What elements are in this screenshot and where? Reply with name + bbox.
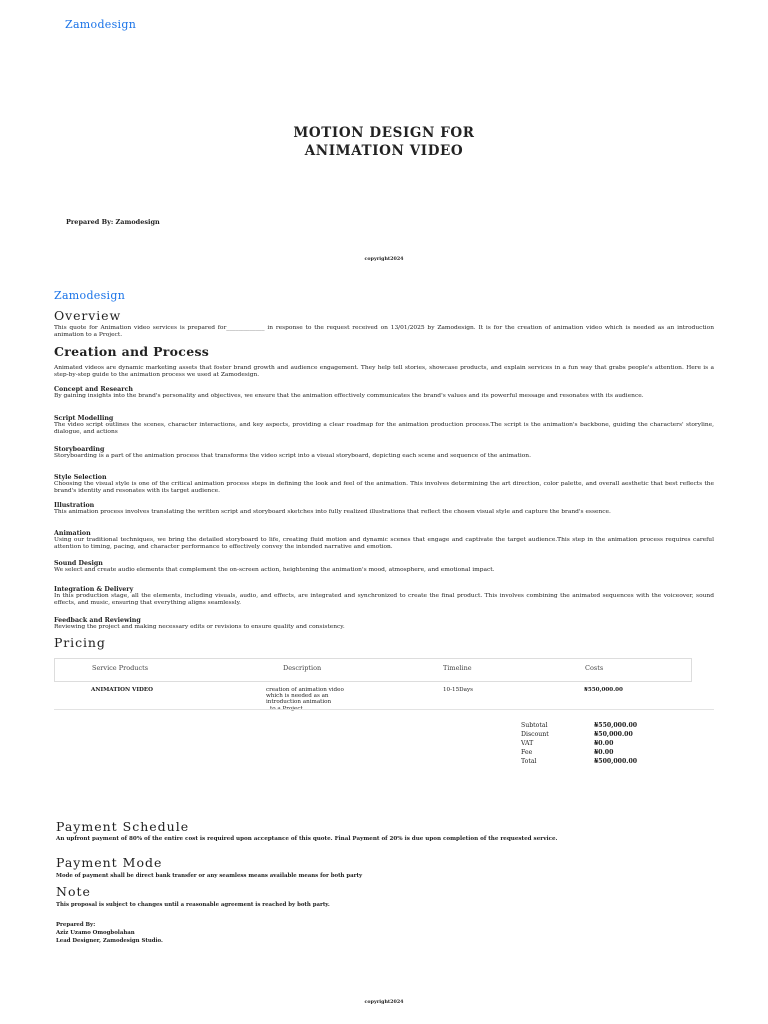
step-title: Illustration [54,502,95,509]
step-title: Storyboarding [54,446,105,453]
signature-name: Aziz Uzamo Omogbolahan [56,930,135,936]
creation-heading: Creation and Process [54,344,210,359]
document-title [0,124,768,160]
payment-schedule-section [56,819,714,843]
title-line-1: MOTION DESIGN FOR [293,125,475,141]
signature-block [56,921,356,945]
step-text: We select and create audio elements that complement the on-screen action, heightening the animation's mood, atmosphere, and emotional impact. [54,567,495,573]
note-heading: Note [56,884,91,899]
prepared-by: Prepared By: Zamodesign [66,218,160,226]
creation-section [54,344,714,378]
step-title: Sound Design [54,560,103,567]
payment-mode-text: Mode of payment shall be direct bank transfer or any seamless means available means for both party [56,873,363,879]
step-illustration [54,502,714,516]
note-text: This proposal is subject to changes until a reasonable agreement is reached by both party. [56,902,330,908]
payment-schedule-heading: Payment Schedule [56,819,190,834]
overview-text: This quote for Animation video services is prepared for_____________ in response to the request received on 13/01/2025 by Zamodesign. It is for the creation of animation video which is needed as an introduction animation to a Project. [54,325,714,338]
total-value: ₦500,000.00 [594,758,638,765]
totals-labels [521,721,549,766]
step-feedback [54,617,714,631]
totals-values [594,721,637,766]
step-title: Feedback and Reviewing [54,617,141,624]
row-timeline: 10-15Days [443,687,473,693]
header-timeline: Timeline [443,664,472,672]
fee-label: Fee [521,749,533,756]
step-style [54,474,714,494]
step-concept [54,386,714,400]
step-text: Reviewing the project and making necessary edits or revisions to ensure quality and consistency. [54,624,345,630]
step-title: Script Modelling [54,415,114,422]
header-description: Description [283,664,322,672]
step-text: This animation process involves translating the written script and storyboard sketches into fully realized illustrations that reflect the chosen visual style and capture the brand's essence. [54,509,611,515]
step-script [54,415,714,435]
step-text: In this production stage, all the elements, including visuals, audio, and effects, are integrated and synchronized to create the final product. This involves combining the animated sequences with the voiceover, sound effects, and music, ensuring that everything aligns seamlessly. [54,593,714,606]
step-title: Style Selection [54,474,107,481]
payment-mode-section [56,855,714,879]
desc-line: introduction animation [266,699,332,706]
pricing-heading: Pricing [54,635,106,650]
step-integration [54,586,714,606]
step-sound [54,560,714,574]
payment-schedule-text: An upfront payment of 80% of the entire cost is required upon acceptance of this quote. Final Payment of 20% is due upon completion of the requested service. [56,836,558,842]
header-service: Service Products [92,664,149,672]
fee-value: ₦0.00 [594,749,614,756]
step-text: Storyboarding is a part of the animation process that transforms the video script into a visual storyboard, depicting each scene and sequence of the animation. [54,453,531,459]
row-divider [54,709,714,710]
brand-logo-page2: Zamodesign [54,289,126,302]
step-text: Using our traditional techniques, we bring the detailed storyboard to life, creating fluid motion and dynamic scenes that engage and captivate the target audience.This step in the animation process requires careful attention to timing, pacing, and character performance to effectively convey the intended narrative and emotion. [54,537,714,550]
header-costs: Costs [585,664,604,672]
overview-heading: Overview [54,308,122,323]
step-title: Animation [54,530,91,537]
step-storyboarding [54,446,714,460]
subtotal-value: ₦550,000.00 [594,722,638,729]
step-title: Concept and Research [54,386,133,393]
total-label: Total [521,758,537,765]
step-text: By gaining insights into the brand's personality and objectives, we ensure that the animation effectively communicates the brand's values and its powerful message and resonates with its audience. [54,393,644,399]
payment-mode-heading: Payment Mode [56,855,163,870]
overview-section [54,308,714,338]
desc-line: creation of animation video [266,687,344,693]
signature-prepared-by: Prepared By: [56,922,96,928]
row-cost: ₦550,000.00 [584,687,623,693]
subtotal-label: Subtotal [521,722,548,729]
note-section [56,884,714,908]
desc-line: which is needed as an [266,693,329,700]
signature-role: Lead Designer, Zamodesign Studio. [56,938,163,944]
brand-logo-top: Zamodesign [65,18,137,31]
discount-value: ₦50,000.00 [594,731,633,738]
creation-intro: Animated videos are dynamic marketing assets that foster brand growth and audience engagement. They help tell stories, showcase products, and explain services in a fun way that grabs people's attention. Here is a step-by-step guide to the animation process we used at Zamodesign. [54,365,714,378]
step-text: The video script outlines the scenes, character interactions, and key aspects, providing a clear roadmap for the animation production process.The script is the animation's backbone, guiding the characters' storyline, dialogue, and actions [54,422,714,435]
step-text: Choosing the visual style is one of the critical animation process steps in defining the look and feel of the animation. This involves determining the art direction, color palette, and overall aesthetic that best reflects the brand's identity and resonates with its target audience. [54,481,714,494]
step-animation [54,530,714,550]
vat-value: ₦0.00 [594,740,614,747]
vat-label: VAT [521,740,534,747]
footer-copyright: copyright2024 [364,999,404,1005]
cover-copyright: copyright2024 [364,256,404,262]
discount-label: Discount [521,731,549,738]
row-product: ANIMATION VIDEO [91,687,153,693]
step-title: Integration & Delivery [54,586,134,593]
pricing-table-header [54,658,692,682]
title-line-2: ANIMATION VIDEO [304,143,464,159]
